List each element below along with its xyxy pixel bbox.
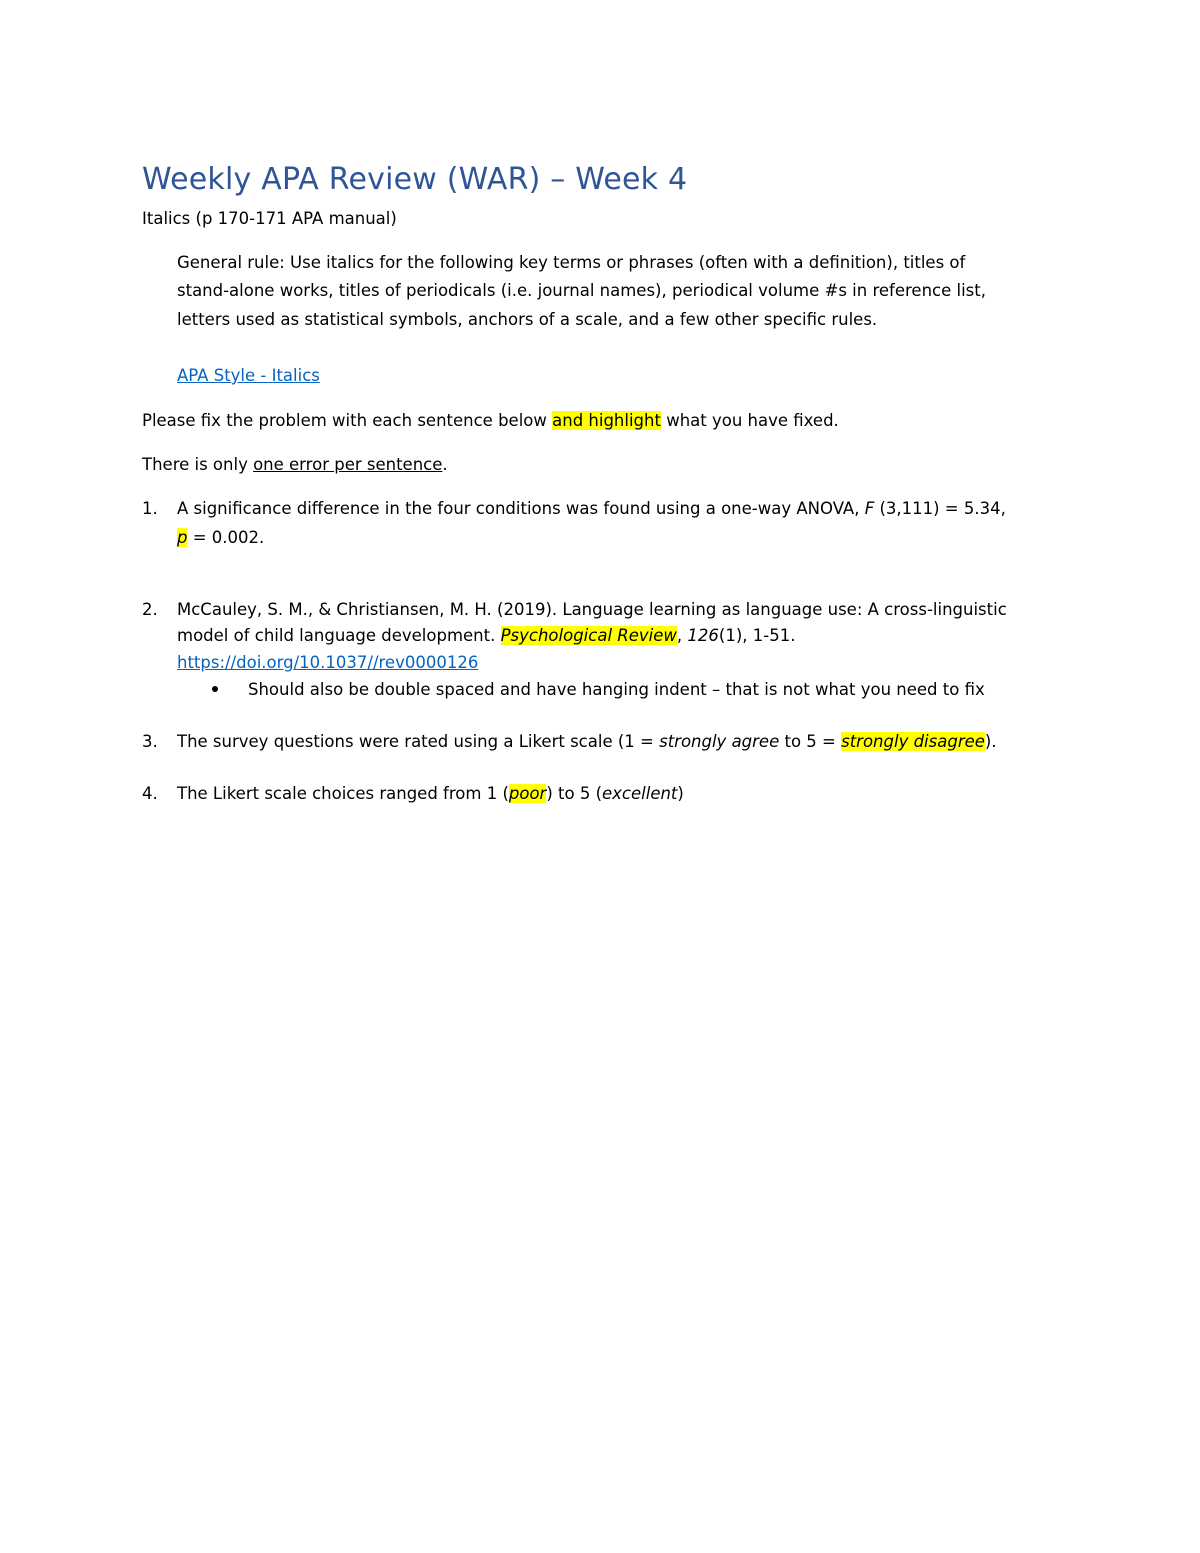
item-3-anchor-high: strongly disagree xyxy=(841,732,985,751)
item-4-text-mid: ) to 5 ( xyxy=(546,784,603,803)
item-3-text-mid: to 5 = xyxy=(779,732,842,751)
item-4-line xyxy=(177,782,684,806)
item-1-line-2 xyxy=(177,526,264,550)
instruction-fix xyxy=(142,409,839,433)
item-4-number: 4. xyxy=(142,784,158,803)
item-3-text: The survey questions were rated using a Likert scale (1 = xyxy=(177,732,660,751)
apa-style-italics-link[interactable]: APA Style - Italics xyxy=(177,366,320,385)
item-2-doi-link[interactable]: https://doi.org/10.1037//rev0000126 xyxy=(177,653,479,672)
item-2-line-2 xyxy=(177,624,795,648)
item-4-text: The Likert scale choices ranged from 1 ( xyxy=(177,784,509,803)
item-2-number: 2. xyxy=(142,600,158,619)
item-4-anchor-high: excellent xyxy=(602,784,678,803)
item-2-volume: 126 xyxy=(687,626,719,645)
item-1-line-1 xyxy=(177,497,1006,521)
item-1-p-symbol: p xyxy=(177,528,188,547)
general-rule-line-1: General rule: Use italics for the following key terms or phrases (often with a definition), titles of xyxy=(177,253,966,272)
item-2-line-1: McCauley, S. M., & Christiansen, M. H. (2019). Language learning as language use: A cross-linguistic xyxy=(177,600,1007,619)
item-4-text-post: ) xyxy=(677,784,684,803)
instruction-only-pre: There is only xyxy=(142,455,254,474)
item-2-bullet-note: Should also be double spaced and have hanging indent – that is not what you need to fix xyxy=(248,680,985,699)
general-rule-line-3: letters used as statistical symbols, anchors of a scale, and a few other specific rules. xyxy=(177,310,878,329)
item-2-journal: Psychological Review xyxy=(500,626,677,645)
item-3-number: 3. xyxy=(142,732,158,751)
item-4-anchor-low: poor xyxy=(508,784,547,803)
item-2-issue-pages: (1), 1-51. xyxy=(718,626,796,645)
document-title: Weekly APA Review (WAR) – Week 4 xyxy=(142,162,688,197)
item-3-line xyxy=(177,730,997,754)
general-rule-line-2: stand-alone works, titles of periodicals (i.e. journal names), periodical volume #s in reference list, xyxy=(177,281,986,300)
instruction-fix-highlight: and highlight xyxy=(552,411,661,430)
item-1-f-symbol: F xyxy=(864,499,875,518)
item-2-title-text: model of child language development. xyxy=(177,626,501,645)
item-1-number: 1. xyxy=(142,499,158,518)
instruction-only-post: . xyxy=(442,455,448,474)
instruction-fix-pre: Please fix the problem with each sentence below xyxy=(142,411,553,430)
item-1-p-value: = 0.002. xyxy=(187,528,265,547)
item-2-comma: , xyxy=(676,626,688,645)
item-3-anchor-low: strongly agree xyxy=(659,732,780,751)
instruction-only-underlined: one error per sentence xyxy=(253,455,443,474)
item-3-text-post: ). xyxy=(984,732,997,751)
bullet-icon xyxy=(212,686,218,692)
instruction-fix-post: what you have fixed. xyxy=(660,411,839,430)
item-1-text-post: (3,111) = 5.34, xyxy=(874,499,1006,518)
subtitle: Italics (p 170-171 APA manual) xyxy=(142,209,397,228)
instruction-only xyxy=(142,453,448,477)
item-1-text: A significance difference in the four conditions was found using a one-way ANOVA, xyxy=(177,499,865,518)
